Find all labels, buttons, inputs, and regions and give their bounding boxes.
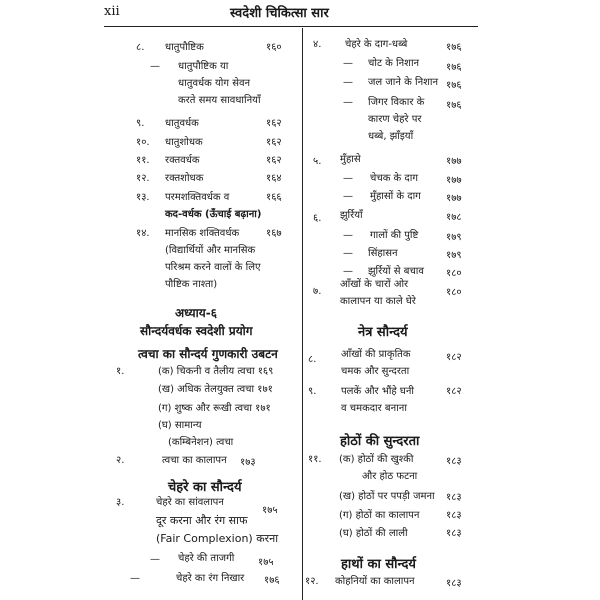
section-heading: नेत्र सौन्दर्य (358, 325, 408, 340)
entry-text: सिंहासन (368, 248, 398, 259)
entry-page: १७६ (446, 42, 462, 53)
dash-marker: — (343, 77, 353, 88)
entry-text: झुर्रियों से बचाव (368, 266, 424, 277)
entry-page: १७५ (258, 557, 274, 568)
entry-page: १६२ (266, 137, 282, 148)
entry-page: १७७ (446, 175, 462, 186)
entry-text: (ख) अधिक तेलयुक्त त्वचा १७१ (158, 384, 273, 395)
entry-page: १७६ (446, 62, 462, 73)
entry-number: ११. (308, 454, 322, 465)
entry-number: २. (116, 455, 125, 466)
entry-text: धातुशोधक (165, 137, 203, 148)
entry-text: झुर्रियाँ (340, 210, 363, 221)
entry-text: चेहरे के दाग-धब्बे (345, 39, 408, 50)
entry-page: १७७ (446, 156, 462, 167)
dash-marker: — (130, 573, 140, 584)
entry-text: धातुपौष्टिक या (178, 61, 229, 72)
entry-text: (क) होठों की खुश्की (339, 454, 414, 465)
dash-marker: — (343, 97, 353, 108)
entry-page: १७५ (262, 505, 278, 516)
entry-text: (घ) सामान्य (158, 420, 202, 431)
page-number: xii (104, 4, 120, 19)
section-heading: त्वचा का सौन्दर्य गुणकारी उबटन (138, 347, 278, 361)
dash-marker: — (343, 58, 353, 69)
dash-marker: — (343, 230, 353, 241)
entry-text: पौष्टिक नाश्ता) (165, 279, 218, 290)
entry-text: धातुवर्धक (165, 118, 199, 129)
entry-page: १७६ (446, 100, 462, 111)
entry-text: चेहरे का रंग निखार (176, 573, 245, 584)
dash-marker: — (343, 173, 353, 184)
entry-text: धातुवर्धक योग सेवन (178, 78, 251, 89)
entry-page: १८० (446, 287, 462, 298)
column-divider (302, 28, 303, 600)
entry-text: (ख) होठों पर पपड़ी जमना (339, 491, 435, 502)
entry-text: कद-वर्धक (ऊँचाई बढ़ाना) (165, 209, 262, 220)
entry-text: परिश्रम करने वालों के लिए (165, 262, 261, 273)
entry-page: १८० (446, 268, 462, 279)
entry-page: १८३ (446, 456, 462, 467)
entry-number: ९. (308, 386, 317, 397)
entry-text: (विद्यार्थियों और मानसिक (165, 245, 256, 256)
entry-number: ३. (116, 497, 125, 508)
entry-text: जिगर विकार के (368, 97, 425, 108)
entry-page: १६७ (266, 228, 282, 239)
entry-text: गालों की पुष्टि (370, 230, 419, 241)
entry-text: जल जाने के निशान (368, 77, 439, 88)
entry-text: चमक और सुन्दरता (341, 366, 410, 377)
entry-text: (घ) होठों की लाली (339, 528, 408, 539)
entry-page: १७६ (446, 80, 462, 91)
entry-page: १८२ (446, 386, 462, 397)
section-heading: होठों की सुन्दरता (340, 434, 420, 449)
entry-number: ८. (136, 42, 145, 53)
header-rule (104, 26, 478, 27)
entry-page: १७९ (446, 232, 462, 243)
entry-text: कारण चेहरे पर (368, 114, 422, 125)
dash-marker: — (343, 191, 353, 202)
entry-number: १३. (136, 192, 150, 203)
entry-text: चेचक के दाग (370, 173, 418, 184)
entry-page: १७६ (264, 575, 280, 586)
entry-number: ४. (313, 39, 322, 50)
dash-marker: — (150, 61, 160, 72)
entry-text: चेहरे की ताजगी (178, 553, 235, 564)
entry-text: धब्बे, झाँइयाँ (368, 131, 414, 142)
entry-page: १८३ (446, 528, 462, 539)
entry-text: मुँहासों के दाग (370, 191, 421, 202)
entry-text: परमशक्तिवर्धक व (165, 192, 230, 203)
entry-page: १७७ (446, 193, 462, 204)
entry-page: १६४ (266, 173, 282, 184)
entry-page: १८३ (446, 492, 462, 503)
entry-text: व चमकदार बनाना (341, 403, 407, 414)
entry-number: १. (116, 366, 125, 377)
entry-text: धातुपौष्टिक (165, 42, 204, 53)
entry-number: १०. (136, 137, 150, 148)
dash-marker: — (343, 248, 353, 259)
entry-text: आँखों के चारों ओर (340, 279, 409, 290)
dash-marker: — (150, 554, 160, 565)
chapter-number: अध्याय-६ (175, 306, 217, 320)
chapter-title: सौन्दर्यवर्धक स्वदेशी प्रयोग (140, 324, 253, 338)
dash-marker: — (343, 266, 353, 277)
entry-page: १८३ (446, 578, 462, 589)
entry-page: १७३ (240, 457, 256, 468)
entry-text: (Fair Complexion) करना (156, 532, 279, 545)
entry-text: रक्तवर्धक (165, 155, 200, 166)
entry-text: और होठ फटना (362, 471, 418, 482)
entry-number: ८. (308, 354, 317, 365)
entry-text: (ग) होठों का कालापन (339, 510, 420, 521)
entry-page: १८३ (446, 510, 462, 521)
entry-text: चोट के निशान (368, 58, 420, 69)
entry-text: आँखों की प्राकृतिक (341, 349, 411, 360)
entry-number: १२. (305, 576, 319, 587)
entry-page: १८२ (446, 352, 462, 363)
entry-text: रक्तशोधक (165, 173, 204, 184)
entry-number: १२. (136, 173, 150, 184)
entry-number: ७. (313, 286, 322, 297)
entry-number: ११. (136, 155, 150, 166)
entry-text: कोहनियों का कालापन (335, 576, 415, 587)
entry-text: (ग) शुष्क और रूखी त्वचा १७१ (158, 403, 271, 414)
entry-page: १६२ (266, 155, 282, 166)
entry-number: ९. (136, 118, 145, 129)
section-heading: हाथों का सौन्दर्य (341, 557, 416, 572)
entry-text: त्वचा का कालापन (162, 455, 227, 466)
entry-text: (कम्बिनेशन) त्वचा (168, 437, 234, 448)
entry-text: दूर करना और रंग साफ (156, 514, 248, 527)
entry-number: १४. (136, 228, 150, 239)
entry-text: (क) चिकनी व तैलीय त्वचा १६९ (158, 366, 274, 377)
entry-text: मानसिक शक्तिवर्धक (165, 228, 240, 239)
entry-number: ६. (313, 213, 322, 224)
entry-text: करते समय सावधानियाँ (178, 95, 261, 106)
entry-page: १७९ (446, 250, 462, 261)
entry-text: कालापन या काले घेरे (340, 296, 416, 307)
running-title: स्वदेशी चिकित्सा सार (230, 6, 329, 21)
entry-text: पलकें और भौंहे घनी (341, 386, 414, 397)
entry-text: मुँहासे (340, 154, 361, 165)
entry-page: १६२ (266, 118, 282, 129)
entry-page: १६६ (266, 192, 282, 203)
entry-number: ५. (313, 156, 322, 167)
section-heading: चेहरे का सौन्दर्य (168, 480, 242, 495)
entry-page: १६० (266, 42, 282, 53)
entry-text: चेहरे का सांवलापन (156, 497, 224, 508)
entry-page: १७८ (446, 212, 462, 223)
